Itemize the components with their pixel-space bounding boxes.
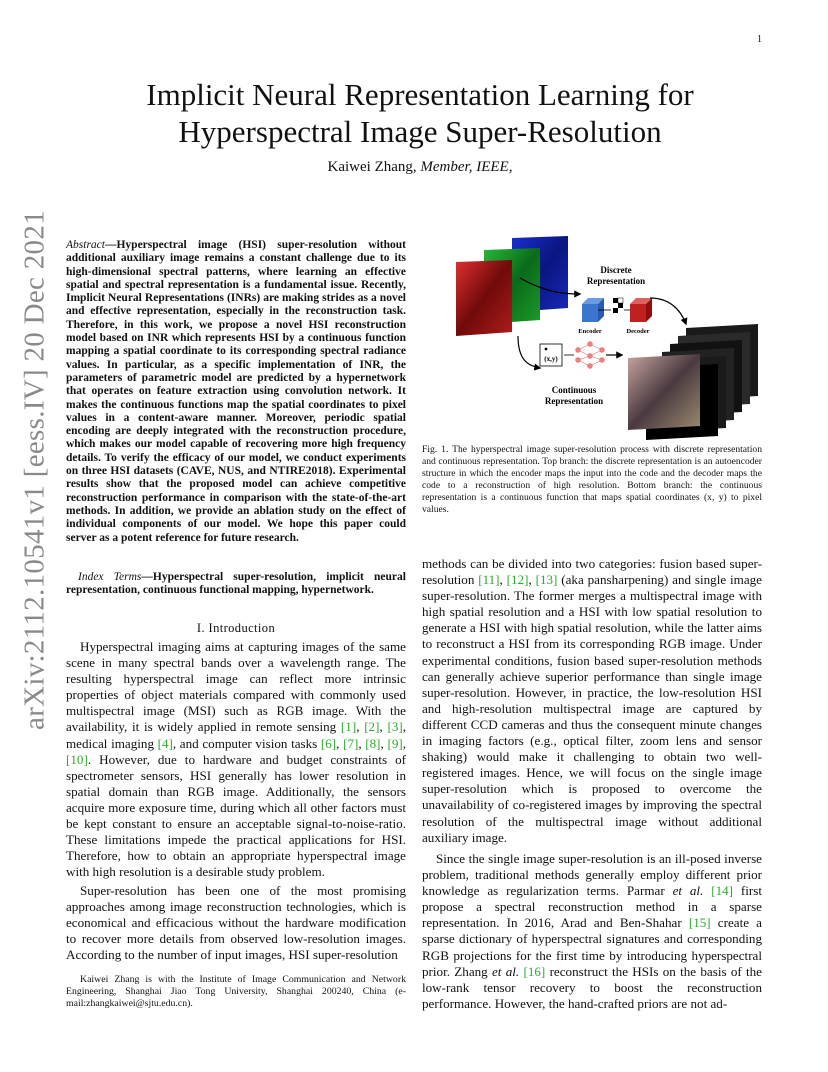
citation-link[interactable]: [9] <box>387 735 403 751</box>
text-run: , <box>379 719 388 735</box>
abstract <box>66 239 406 545</box>
label-decoder: Decoder <box>626 328 650 335</box>
text-run: Hyperspectral imaging aims at capturing images of the same scene in many spectral bands over a wavelength range. The resulting hyperspectral image can reflect more intrinsic properties of object materials compared with commonly used multispectral image (MSI) such as RGB image. With the availability, it is widely applied in remote sensing <box>66 639 406 735</box>
citation-link[interactable]: [8] <box>365 735 381 751</box>
citation-link[interactable]: [4] <box>157 735 173 751</box>
text-run: , <box>528 572 536 588</box>
text-run: , <box>499 572 507 588</box>
label-continuous-1: Continuous <box>551 385 597 395</box>
text-run: , and computer vision tasks <box>172 735 321 751</box>
text-run: , <box>336 735 344 751</box>
index-terms <box>66 571 406 598</box>
text-run: reconstruct the HSIs on the basis of the low-rank tensor recovery to boost the reconstruction performance. However, the hand-crafted priors are not ad- <box>422 963 762 1011</box>
footnote: Kaiwei Zhang is with the Institute of Image Communication and Network Engineering, Shanghai Jiao Tong University, Shanghai 200240, China (e-mail:zhangkaiwei@sjtu.edu.cn). <box>66 974 406 1010</box>
label-continuous-2: Representation <box>544 396 604 406</box>
index-terms-lead: Index Terms <box>78 571 142 583</box>
coordinate-dot <box>545 348 548 351</box>
author-line <box>80 159 760 176</box>
citation-link[interactable]: [14] <box>711 883 734 899</box>
citation-link[interactable]: [12] <box>506 572 529 588</box>
output-hsi-stack <box>628 324 758 440</box>
bottom-branch-arrow <box>518 336 540 368</box>
citation-link[interactable]: [1] <box>340 719 357 735</box>
citation-link[interactable]: [6] <box>320 735 337 751</box>
figure-caption: Fig. 1. The hyperspectral image super-resolution process with discrete representation and continuous representation. Top branch: the discrete representation is an autoencoder structure in which the encoder maps the input into the code and the decoder maps the code to a reconstruction of high resolution. Bottom branch: the continuous representation is a continuous function that maps spatial coordinates (x, y) to pixel values. <box>422 444 762 516</box>
top-to-output-arrow <box>650 298 686 324</box>
arxiv-identifier: arXiv:2112.10541v1 [eess.IV] 20 Dec 2021 <box>18 210 51 730</box>
citation-link[interactable]: [11] <box>478 572 500 588</box>
citation-link[interactable]: [10] <box>66 751 88 767</box>
page-number: 1 <box>757 34 762 45</box>
citation-link[interactable]: [13] <box>535 572 558 588</box>
text-run: Since the single image super-resolution is an ill-posed inverse problem, traditional methods generally employ different prior knowledge as regularization terms. Parmar <box>422 851 762 899</box>
label-xy: (x,y) <box>544 355 558 363</box>
decoder-cube <box>630 298 652 322</box>
right-paragraph-2 <box>422 851 762 1012</box>
paper-title <box>80 76 760 150</box>
author-role: Member, IEEE, <box>420 159 513 175</box>
text-run: first propose a spectral reconstruction method in a sparse representation. In 2016, Arad and Ben-Shahar <box>422 883 763 931</box>
label-discrete-1: Discrete <box>600 265 632 275</box>
intro-paragraph-1 <box>66 639 406 880</box>
citation-link[interactable]: [3] <box>387 719 403 735</box>
section-heading: I. Introduction <box>196 621 276 635</box>
citation-link[interactable]: [16] <box>523 963 546 979</box>
text-run: , <box>402 735 407 751</box>
label-discrete-2: Representation <box>586 276 646 286</box>
right-paragraph-1 <box>422 556 762 846</box>
text-run: , medical imaging <box>66 719 407 751</box>
text-run: methods can be divided into two categories: fusion based super-resolution <box>422 556 762 588</box>
intro-paragraph-2: Super-resolution has been one of the most promising approaches among image reconstruction technologies, which is economical and efficacious without the hardware modification to recover more details from observed low-resolution images. According to the number of input images, HSI super-resolution <box>66 883 406 963</box>
et-al: et al. <box>492 963 520 979</box>
text-run: create a sparse dictionary of hyperspectral signatures and corresponding RGB projections for the first time by introducing hyperspectral prior. Zhang <box>422 915 762 979</box>
citation-link[interactable]: [2] <box>364 719 380 735</box>
citation-link[interactable]: [7] <box>343 735 359 751</box>
arxiv-sidebar <box>0 0 58 1072</box>
index-terms-body: —Hyperspectral super-resolution, implicit neural representation, continuous functional mapping, hypernetwork. <box>66 571 406 597</box>
text-run: (aka pansharpening) and single image super-resolution. The former merges a multispectral image with high spatial resolution and a HSI with low spatial resolution to generate a HSI with high spatial resolution, while the latter aims to reconstruct a HSI from its corresponding RGB image. Under experimental conditions, fusion based super-resolution methods can generally achieve superior performance than single image super-resolution. However, in practice, the low-resolution HSI and high-resolution multispectral image are captured by different CCD cameras and thus the consequent minute changes in imaging factors (e.g., optical filter, zoom lens and sensor shaking) would make it challenging to obtain two well-registered images. Hence, we will focus on the single image super-resolution which is proposed to overcome the unavailability of co-registered images by improving the spectral resolution of the multispectral image without additional auxiliary image. <box>422 572 762 845</box>
title-line-1: Implicit Neural Representation Learning for <box>146 77 694 112</box>
et-al: et al. <box>672 883 704 899</box>
text-run: , <box>358 735 366 751</box>
abstract-body: —Hyperspectral image (HSI) super-resolution without additional auxiliary image remains a constant challenge due to its high-dimensional spectral patterns, where learning an effective spatial and spectral representation is a fundamental issue. Recently, Implicit Neural Representations (INRs) are making strides as a novel and effective representation, especially in the reconstruction task. Therefore, in this work, we propose a novel HSI reconstruction model based on INR which represents HSI by a continuous function mapping a spatial coordinate to its corresponding spectral radiance values. In particular, as a specific implementation of INR, the parameters of parametric model are predicted by a hypernetwork that operates on feature extraction using convolution network. It makes the continuous functions map the spatial coordinates to pixel values in a content-aware manner. Moreover, periodic spatial encoding are deeply integrated with the reconstruction procedure, which makes our model capable of recovering more high frequency details. To verify the efficacy of our model, we conduct experiments on three HSI datasets (CAVE, NUS, and NTIRE2018). Experimental results show that the proposed model can achieve competitive reconstruction performance in comparison with the state-of-the-art methods. In addition, we provide an ablation study on the effect of individual components of our model. We hope this paper could server as a potent reference for future research. <box>66 239 406 544</box>
text-run: , <box>380 735 388 751</box>
text-run: . However, due to hardware and budget constraints of spectrometer sensors, HSI generally has lower resolution in spatial domain than RGB image. Additionally, the sensors acquire more exposure time, during which all other factors must be kept constant to ensure an acceptable signal-to-noise-ratio. These limitations impede the practical applications for HSI. Therefore, how to obtain an appropriate hyperspectral image with high resolution is a desirable study problem. <box>66 751 406 880</box>
mlp-network <box>576 342 605 369</box>
title-line-2: Hyperspectral Image Super-Resolution <box>178 114 662 149</box>
code-grid <box>613 298 623 313</box>
abstract-lead: Abstract <box>66 239 105 251</box>
citation-link[interactable]: [15] <box>688 915 711 931</box>
figure-1 <box>428 232 768 444</box>
red-band-image <box>456 260 512 336</box>
text-run: , <box>356 719 365 735</box>
label-encoder: Encoder <box>578 328 602 335</box>
author-name: Kaiwei Zhang, <box>327 159 417 175</box>
